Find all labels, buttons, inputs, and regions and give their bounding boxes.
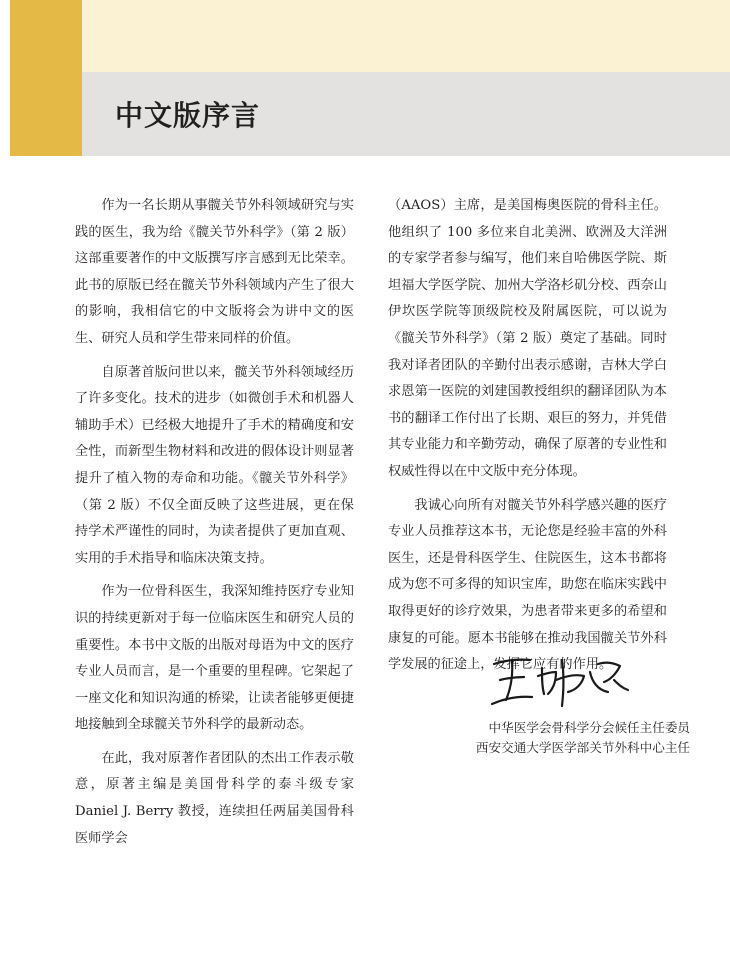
paragraph: 我诚心向所有对髋关节外科学感兴趣的医疗专业人员推荐这本书，无论您是经验丰富的外科医生，还是骨科医学生、住院医生，这本书都将成为您不可多得的知识宝库，助您在临床实践中取得更好的诊疗效果，为患者带来更多的希望和康复的可能。愿本书能够在推动我国髋关节外科学发展的征途上，发挥它应有的作用。 — [388, 497, 667, 673]
paragraph: 作为一名长期从事髋关节外科领域研究与实践的医生，我为给《髋关节外科学》（第 2 版）这部重要著作的中文版撰写序言感到无比荣幸。此书的原版已经在髋关节外科领域内产生了很大的影响，我相信它的中文版将会为讲中文的医生、研究人员和学生带来同样的价值。 — [75, 198, 354, 346]
header-cream-band — [82, 0, 730, 72]
paragraph-continuation: （AAOS）主席，是美国梅奥医院的骨科主任。他组织了 100 多位来自北美洲、欧洲及大洋洲的专家学者参与编写，他们来自哈佛医学院、斯坦福大学医学院、加州大学洛杉矶分校、西奈山伊坎医学院等顶级院校及附属医院，可以说为《髋关节外科学》（第 2 版）奠定了基础。同时我对译者团队的辛勤付出表示感谢，吉林大学白求恩第一医院的刘建国教授组织的翻译团队为本书的翻译工作付出了长期、艰巨的努力，并凭借其专业能力和辛勤劳动，确保了原著的专业性和权威性得以在中文版中充分体现。 — [388, 198, 667, 479]
handwritten-signature — [486, 650, 636, 712]
signature-title-line-1: 中华医学会骨科学分会候任主任委员 — [488, 720, 690, 735]
header-gold-block — [10, 0, 82, 156]
paragraph: 作为一位骨科医生，我深知维持医疗专业知识的持续更新对于每一位临床医生和研究人员的重要性。本书中文版的出版对母语为中文的医疗专业人员而言，是一个重要的里程碑。它架起了一座文化和知识沟通的桥梁，让读者能够更便捷地接触到全球髋关节外科学的最新动态。 — [75, 584, 354, 733]
signature-title-line-2: 西安交通大学医学部关节外科中心主任 — [475, 740, 690, 755]
paragraph: 在此，我对原著作者团队的杰出工作表示敬意，原著主编是美国骨科学的泰斗级专家 Daniel J. Berry 教授，连续担任两届美国骨科医师学会 — [75, 750, 354, 846]
paragraph: 自原著首版问世以来，髋关节外科领域经历了许多变化。技术的进步（如微创手术和机器人辅助手术）已经极大地提升了手术的精确度和安全性，而新型生物材料和改进的假体设计则显著提升了植入物的寿命和功能。《髋关节外科学》（第 2 版）不仅全面反映了这些进展，更在保持学术严谨性的同时，为读者提供了更加直观、实用的手术指导和临床决策支持。 — [75, 364, 354, 566]
left-column — [75, 193, 354, 859]
right-column — [388, 193, 667, 686]
page-title: 中文版序言 — [115, 99, 261, 132]
